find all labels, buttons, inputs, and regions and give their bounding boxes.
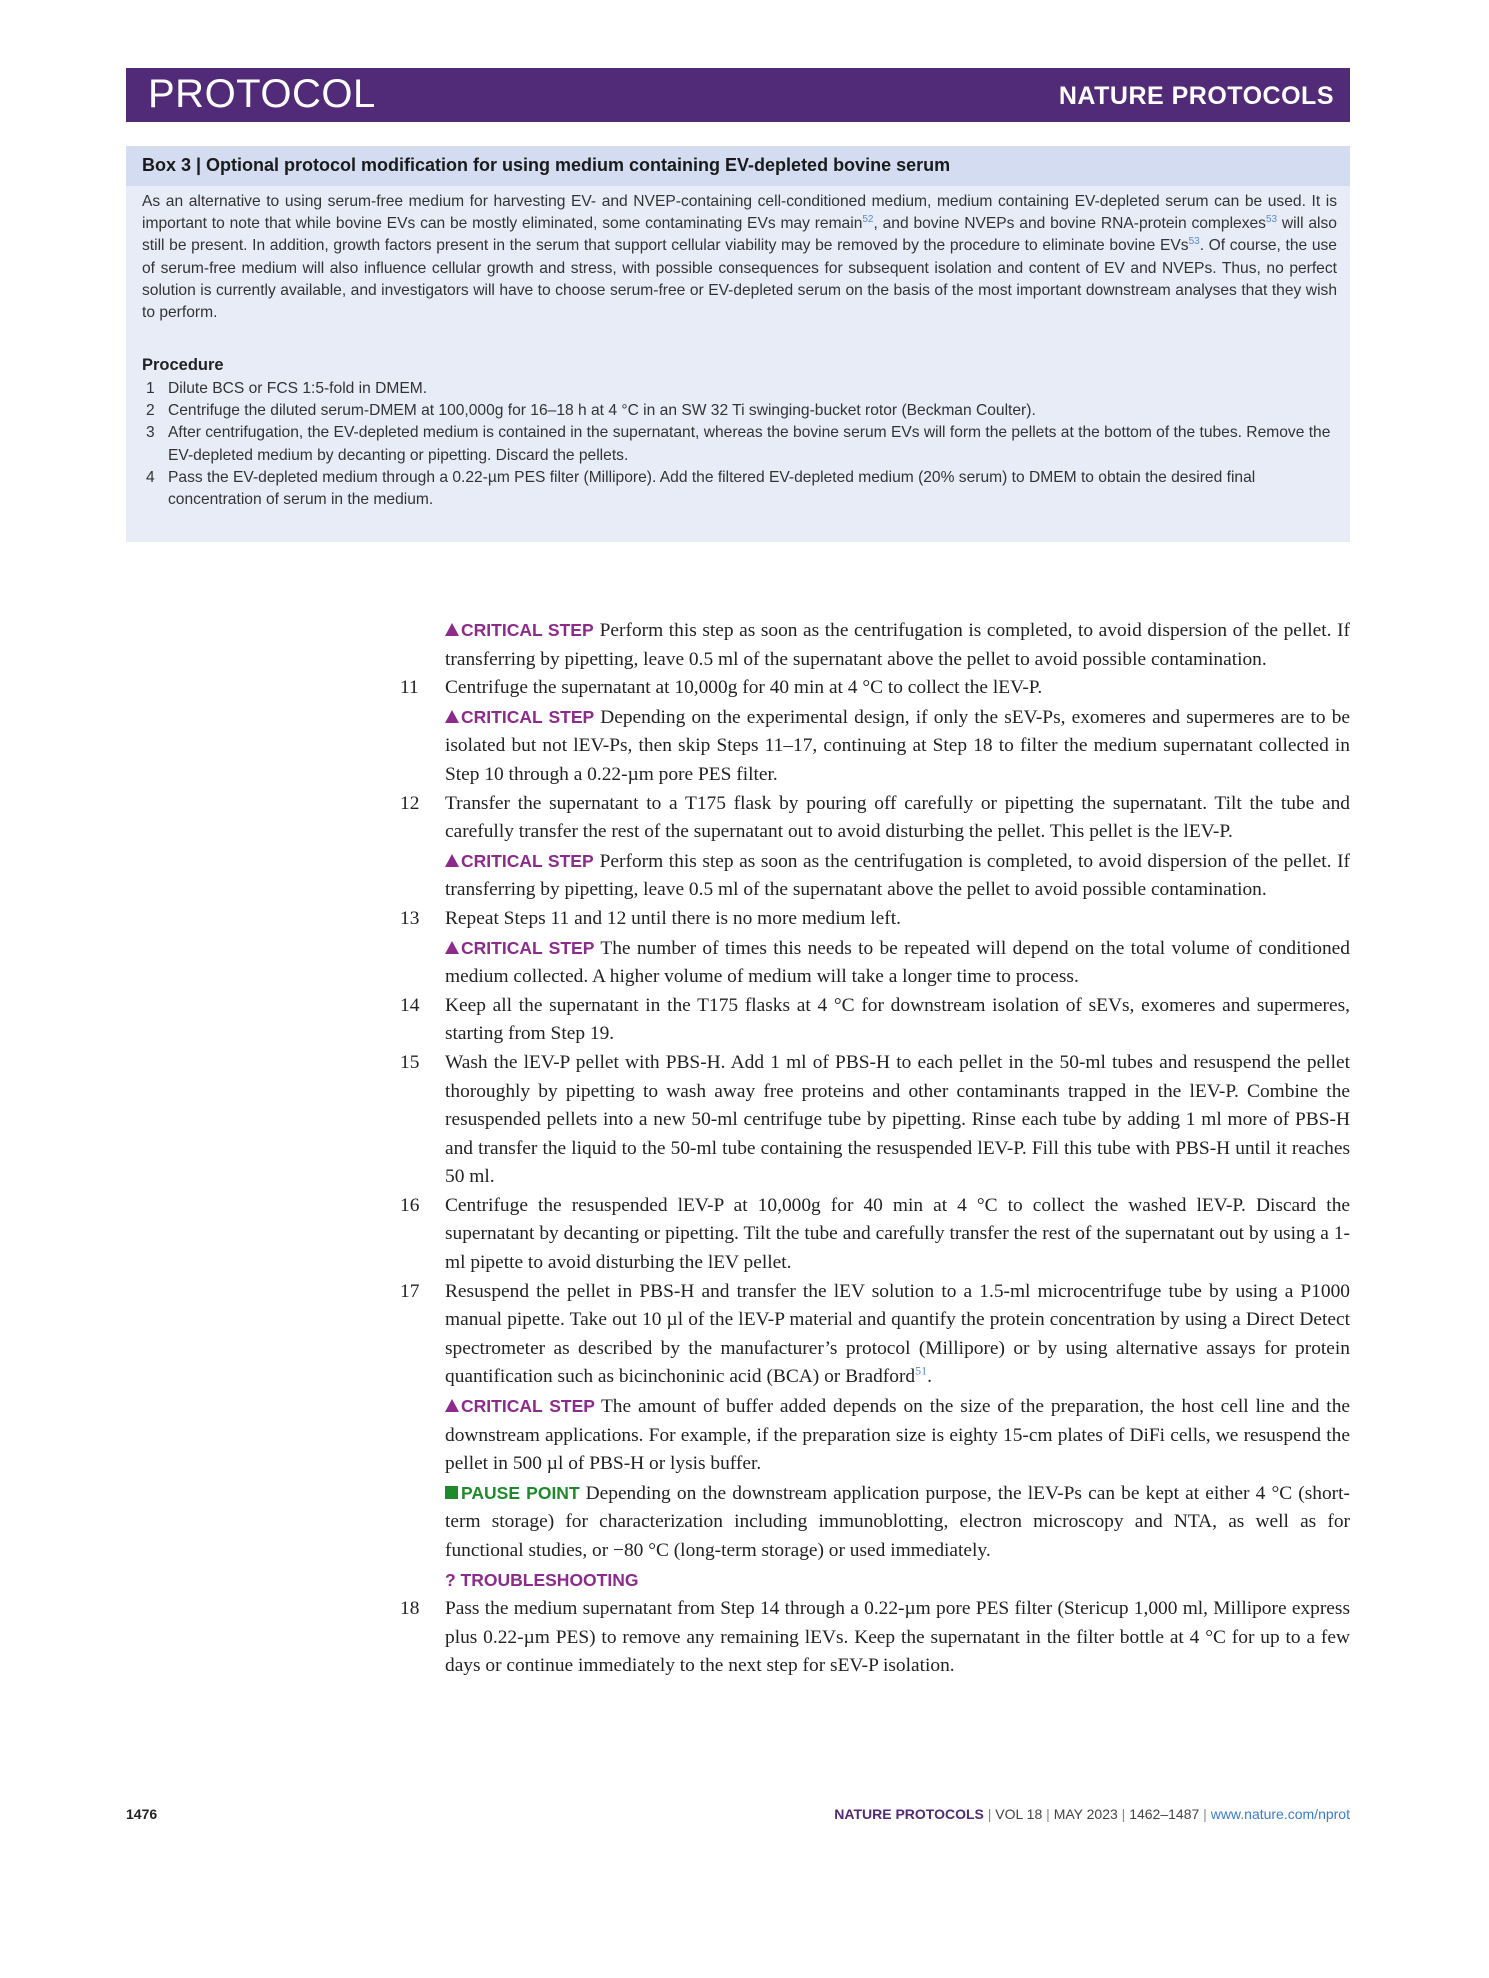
step-text: Dilute BCS or FCS 1:5-fold in DMEM. (168, 380, 428, 397)
procedure-heading: Procedure (142, 356, 224, 374)
step-text: After centrifugation, the EV-depleted medium is contained in the supernatant, whereas the bovine serum EVs will form the pellets at the bottom of the tubes. Remove the EV-depleted medium by decanting or pipetting. Discard the pellets. (168, 424, 1331, 464)
procedure-step (142, 422, 1337, 466)
procedure-step (142, 467, 1337, 511)
box-title: Box 3 | Optional protocol modification for using medium containing EV-depleted bovine serum (142, 155, 951, 175)
step-text: Pass the EV-depleted medium through a 0.22-µm PES filter (Millipore). Add the filtered EV-depleted medium (20% serum) to DMEM to obtain the desired final concentration of serum in the medium. (168, 468, 1256, 509)
step-number: 17 (400, 1280, 420, 1302)
journal-name: NATURE PROTOCOLS (1058, 82, 1334, 110)
reference-link[interactable]: 53 (1265, 214, 1278, 226)
critical-step-note (400, 703, 1350, 790)
procedure-list (142, 378, 1337, 511)
step-text: Transfer the supernatant to a T175 flask by pouring off carefully or pipetting the supernatant. Tilt the tube and carefully transfer the rest of the supernatant out to avoid disturbing the pellet. This pellet is the lEV-P. (445, 792, 1350, 843)
journal-header-bar (126, 68, 1350, 122)
warning-triangle-icon (445, 623, 459, 636)
critical-step-note (400, 934, 1350, 992)
step-13 (400, 905, 1350, 934)
step-text-end: . (927, 1366, 932, 1388)
troubleshooting-link[interactable]: ? TROUBLESHOOTING (445, 1569, 639, 1590)
reference-link[interactable]: 53 (1188, 236, 1200, 248)
main-text-column (400, 616, 1350, 1681)
step-text: Resuspend the pellet in PBS-H and transfer the lEV solution to a 1.5-ml microcentrifuge tube by using a P1000 manual pipette. Take out 10 µl of the lEV-P material and quantify the protein concentration by using a Direct Detect spectrometer as described by the manufacturer’s protocol (Millipore) or by using alternative assays for protein quantification such as bicinchoninic acid (BCA) or Bradford (445, 1280, 1350, 1388)
box-text: , and bovine NVEPs and bovine RNA-protein complexes (873, 215, 1266, 233)
step-text: Wash the lEV-P pellet with PBS-H. Add 1 ml of PBS-H to each pellet in the 50-ml tubes and resuspend the pellet thoroughly by pipetting to wash away free proteins and other contaminants trapped in the lEV-P. Combine the resuspended pellets into a new 50-ml centrifuge tube by pipetting. Rinse each tube by adding 1 ml more of PBS-H and transfer the liquid to the 50-ml tube containing the resuspended lEV-P. Fill this tube with PBS-H until it reaches 50 ml. (445, 1051, 1350, 1188)
step-number: 11 (400, 677, 419, 699)
reference-link[interactable]: 52 (862, 214, 874, 226)
warning-triangle-icon (445, 1399, 459, 1412)
critical-step-label: CRITICAL STEP (445, 1396, 595, 1416)
critical-step-label: CRITICAL STEP (445, 707, 594, 727)
note-text: Perform this step as soon as the centrifugation is completed, to avoid dispersion of the pellet. If transferring by pipetting, leave 0.5 ml of the supernatant above the pellet to avoid possible contamination. (445, 620, 1350, 670)
pause-point-note (400, 1479, 1350, 1566)
step-text: Pass the medium supernatant from Step 14 through a 0.22-µm pore PES filter (Stericup 1,000 ml, Millipore express plus 0.22-µm PES) to remove any remaining lEVs. Keep the supernatant in the filter bottle at 4 °C for up to a few days or continue immediately to the next step for sEV-P isolation. (445, 1598, 1350, 1677)
step-number: 3 (146, 424, 155, 442)
citation-line: NATURE PROTOCOLS | VOL 18 | MAY 2023 | 1462–1487 | www.nature.com/nprot (834, 1806, 1350, 1822)
critical-step-note (400, 847, 1350, 905)
note-text: Depending on the experimental design, if only the sEV-Ps, exomeres and supermeres are to be isolated but not lEV-Ps, then skip Steps 11–17, continuing at Step 18 to filter the medium supernatant collected in Step 10 through a 0.22-µm pore PES filter. (445, 706, 1350, 785)
page-number: 1476 (126, 1806, 158, 1822)
step-12 (400, 790, 1350, 847)
critical-step-label: CRITICAL STEP (445, 851, 594, 871)
step-number: 2 (146, 402, 155, 420)
procedure-step (142, 378, 1337, 400)
note-text: The amount of buffer added depends on the size of the preparation, the host cell line and the downstream applications. For example, if the preparation size is eighty 15-cm plates of DiFi cells, we resuspend the pellet in 500 µl of PBS-H or lysis buffer. (445, 1396, 1350, 1475)
step-text: Keep all the supernatant in the T175 flasks at 4 °C for downstream isolation of sEVs, exomeres and supermeres, starting from Step 19. (445, 994, 1350, 1045)
warning-triangle-icon (445, 710, 459, 723)
section-label: PROTOCOL (148, 72, 376, 116)
note-text: Depending on the downstream application purpose, the lEV-Ps can be kept at either 4 °C (short-term storage) for characterization including immunoblotting, electron microscopy and NTA, as well as for functional studies, or −80 °C (long-term storage) or used immediately. (445, 1482, 1350, 1561)
footer-volume: VOL 18 (995, 1806, 1043, 1822)
footer-pages: 1462–1487 (1129, 1806, 1200, 1822)
box-3 (126, 146, 1350, 542)
step-text: Centrifuge the supernatant at 10,000g for 40 min at 4 °C to collect the lEV-P. (445, 677, 1043, 699)
critical-step-note (400, 1392, 1350, 1479)
box-text: As an alternative to using serum-free medium for harvesting EV- and NVEP-containing cell-conditioned medium, medium containing EV-depleted serum can be used. It is important to note that while bovine EVs can be mostly eliminated, some contaminating EVs may remain (142, 193, 1337, 233)
step-number: 14 (400, 994, 420, 1016)
procedure-step (142, 400, 1337, 422)
step-18 (400, 1595, 1350, 1681)
note-text: The number of times this needs to be repeated will depend on the total volume of conditioned medium collected. A higher volume of medium will take a longer time to process. (445, 937, 1350, 988)
step-number: 15 (400, 1051, 420, 1073)
critical-step-label: CRITICAL STEP (445, 938, 594, 958)
box-text: . Of course, the use of serum-free medium will also influence cellular growth and stress, with possible consequences for subsequent isolation and content of EV and NVEPs. Thus, no perfect solution is currently available, and investigators will have to choose serum-free or EV-depleted serum on the basis of the most important downstream analyses that they wish to perform. (142, 237, 1337, 322)
step-number: 12 (400, 792, 420, 814)
step-number: 1 (146, 380, 155, 397)
step-number: 4 (146, 468, 155, 486)
step-11 (400, 674, 1350, 703)
note-text: Perform this step as soon as the centrifugation is completed, to avoid dispersion of the pellet. If transferring by pipetting, leave 0.5 ml of the supernatant above the pellet to avoid possible contamination. (445, 850, 1350, 901)
step-text: Centrifuge the diluted serum-DMEM at 100,000g for 16–18 h at 4 °C in an SW 32 Ti swinging-bucket rotor (Beckman Coulter). (168, 402, 1036, 420)
warning-triangle-icon (445, 854, 459, 867)
pause-point-label: PAUSE POINT (445, 1483, 580, 1503)
step-14 (400, 992, 1350, 1049)
footer-date: MAY 2023 (1053, 1806, 1118, 1822)
box-title-bar (126, 146, 1350, 186)
step-number: 16 (400, 1194, 420, 1216)
step-number: 13 (400, 907, 420, 929)
box-body-paragraph (142, 191, 1337, 324)
footer-journal: NATURE PROTOCOLS (834, 1806, 984, 1822)
pause-square-icon (445, 1486, 458, 1499)
warning-triangle-icon (445, 941, 459, 954)
box-text: will also still be present. In addition, growth factors present in the serum that support cellular viability may be removed by the procedure to eliminate bovine EVs (142, 215, 1337, 255)
troubleshooting-note (400, 1566, 1350, 1596)
journal-url-link[interactable]: www.nature.com/nprot (1210, 1806, 1350, 1822)
step-text: Repeat Steps 11 and 12 until there is no more medium left. (445, 907, 901, 929)
step-number: 18 (400, 1598, 420, 1620)
step-17 (400, 1278, 1350, 1392)
critical-step-note (400, 616, 1350, 674)
reference-link[interactable]: 51 (915, 1363, 928, 1378)
step-16 (400, 1192, 1350, 1278)
step-text: Centrifuge the resuspended lEV-P at 10,000g for 40 min at 4 °C to collect the washed lEV-P. Discard the supernatant by decanting or pipetting. Tilt the tube and carefully transfer the rest of the supernatant out by using a 1-ml pipette to avoid disturbing the lEV pellet. (445, 1194, 1350, 1274)
critical-step-label: CRITICAL STEP (445, 620, 594, 640)
step-15 (400, 1049, 1350, 1192)
